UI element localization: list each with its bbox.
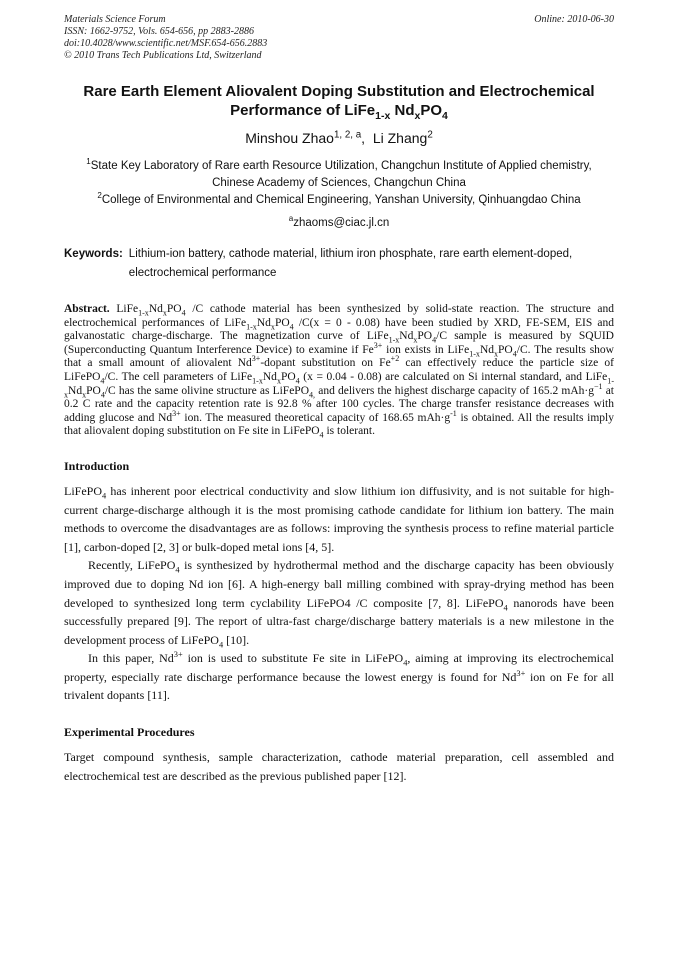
abstract-sup: 3+ bbox=[172, 408, 181, 418]
affiliation-1-cont: Chinese Academy of Sciences, Changchun China bbox=[212, 177, 466, 189]
intro-paragraph-2 bbox=[64, 556, 614, 649]
abstract-sub: 4 bbox=[289, 321, 294, 331]
affiliations bbox=[64, 158, 614, 209]
para-text: nanorods have been successfully prepared [9]. The report of ultra-fast charge/discharge battery materials is a new milestone in the development process of LiFePO bbox=[64, 595, 614, 647]
keywords bbox=[64, 245, 614, 283]
author-affil-marker: 1, 2, a bbox=[333, 129, 362, 141]
author-separator: , bbox=[361, 130, 373, 146]
abstract-text: PO bbox=[274, 316, 290, 329]
abstract-sup: -1 bbox=[450, 408, 457, 418]
abstract-sup: +2 bbox=[390, 354, 400, 364]
para-sub: 4 bbox=[403, 658, 408, 668]
para-sub: 4 bbox=[175, 565, 180, 575]
title-sub: 1-x bbox=[375, 110, 391, 122]
abstract-label: Abstract. bbox=[64, 303, 110, 315]
abstract-text: PO bbox=[498, 343, 513, 356]
abstract-text: Nd bbox=[256, 316, 271, 329]
abstract-sub: x bbox=[276, 376, 281, 386]
para-text: Recently, LiFePO bbox=[88, 558, 176, 573]
para-text: ion is used to substitute Fe site in LiFePO bbox=[182, 651, 404, 666]
abstract-text: Nd bbox=[148, 303, 163, 315]
abstract-sub: 1-x bbox=[252, 376, 263, 386]
keywords-label: Keywords: bbox=[64, 248, 123, 260]
abstract-sub: 4, bbox=[309, 389, 316, 399]
keywords-text: Lithium-ion battery, cathode material, lithium iron phosphate, rare earth element-doped, electrochemical performance bbox=[128, 248, 573, 279]
para-text: ion on Fe for all trivalent dopants [11]. bbox=[64, 669, 614, 703]
abstract-text: /C. The results show that a small amount of aliovalent Nd bbox=[64, 343, 614, 370]
author-list bbox=[64, 130, 614, 146]
section-heading-experimental: Experimental Procedures bbox=[64, 725, 195, 740]
abstract-sub: x bbox=[162, 308, 167, 318]
para-sub: 4 bbox=[503, 602, 508, 612]
affil-number: 1 bbox=[86, 157, 91, 167]
para-text: [10]. bbox=[223, 632, 250, 647]
abstract-text: (x = 0.04 - 0.08) are calculated on Si internal standard, and LiFe bbox=[299, 370, 608, 383]
abstract-text: ion. The measured theoretical capacity of 168.65 mAh·g bbox=[180, 411, 451, 424]
title-line-1: Rare Earth Element Aliovalent Doping Substitution and Electrochemical bbox=[83, 83, 595, 100]
para-text: has inherent poor electrical conductivity and slow lithium ion diffusivity, and is not suitable for high-current charge-discharge although it is the most promising cathode candidate for lithium ion battery. The main methods to overcome the disadvantages are as follows: improving the synthesis process to refine material particle [1], carbon-doped [2, 3] or bulk-doped metal ions [4, 5]. bbox=[64, 483, 614, 554]
title-text: Nd bbox=[390, 102, 415, 119]
abstract-text: Nd bbox=[479, 343, 494, 356]
author-name: Minshou Zhao bbox=[245, 130, 334, 146]
abstract-sub: x bbox=[494, 349, 499, 359]
abstract-text: PO bbox=[86, 384, 101, 397]
affil-text: College of Environmental and Chemical Engineering, Yanshan University, Qinhuangdao China bbox=[101, 194, 581, 206]
abstract-sub: x bbox=[270, 321, 275, 331]
abstract-text: /C sample is measured by SQUID (Superconducting Quantum Interference Device) to examine if Fe bbox=[64, 330, 614, 356]
abstract-text: /C(x = 0 - 0.08) have been studied by XRD, FE-SEM, EIS and galvanostatic charge-discharge. The magnetization curve of LiFe bbox=[64, 316, 614, 343]
section-heading-introduction: Introduction bbox=[64, 458, 130, 473]
abstract-sub: 4 bbox=[432, 335, 437, 345]
email-address: zhaoms@ciac.jl.cn bbox=[293, 217, 390, 229]
intro-paragraph-3 bbox=[64, 649, 614, 705]
online-date: Online: 2010-06-30 bbox=[534, 14, 614, 25]
abstract-text: is obtained. All the results imply that aliovalent doping substitution on Fe site in LiFePO bbox=[64, 411, 614, 438]
abstract-sub: 1-x bbox=[138, 308, 149, 318]
abstract-sub: 4 bbox=[100, 389, 105, 399]
abstract-text: /C. The cell parameters of LiFe bbox=[104, 370, 253, 383]
para-sub: 4 bbox=[102, 491, 107, 501]
abstract-text: ion exists in LiFe bbox=[382, 343, 470, 356]
abstract-sup: −1 bbox=[593, 381, 603, 391]
abstract-sub: x bbox=[82, 389, 87, 399]
abstract-text: can effectively reduce the particle size of LiFePO bbox=[64, 357, 614, 383]
title-text: Performance of LiFe bbox=[230, 102, 376, 119]
title-sub: 4 bbox=[442, 110, 448, 122]
title-text: PO bbox=[420, 102, 443, 119]
abstract-text: Nd bbox=[399, 330, 414, 343]
title-sub: x bbox=[414, 110, 421, 122]
abstract-sup: 3+ bbox=[251, 354, 261, 364]
email-marker: a bbox=[288, 214, 294, 224]
para-text: LiFePO bbox=[64, 483, 103, 498]
abstract-text: PO bbox=[417, 330, 433, 343]
abstract-text: LiFe bbox=[109, 303, 139, 315]
abstract-text: PO bbox=[166, 303, 182, 315]
title-line-2 bbox=[64, 101, 614, 120]
copyright-line: © 2010 Trans Tech Publications Ltd, Switzerland bbox=[64, 50, 262, 61]
abstract-sub: 1-x bbox=[246, 321, 257, 331]
para-sub: 4 bbox=[218, 640, 224, 650]
affil-number: 2 bbox=[97, 191, 102, 201]
para-sup: 3+ bbox=[173, 650, 183, 660]
abstract-sub: 4 bbox=[319, 430, 324, 440]
abstract-text: Nd bbox=[262, 370, 277, 383]
author-name: Li Zhang bbox=[372, 130, 428, 146]
issn-line: ISSN: 1662-9752, Vols. 654-656, pp 2883-2886 bbox=[64, 26, 254, 37]
abstract-text: /C cathode material has been synthesized by solid-state reaction. The structure and electrochemical performances of LiFe bbox=[64, 303, 614, 329]
journal-header bbox=[64, 14, 614, 62]
abstract-sub: x bbox=[413, 335, 418, 345]
para-text: , aiming at improving its electrochemical property, especially rate discharge performance because the lowest energy is found for Nd bbox=[64, 651, 615, 684]
abstract-sub: 1-x bbox=[64, 376, 614, 399]
paper-page bbox=[64, 14, 614, 785]
corresponding-email bbox=[64, 214, 614, 229]
abstract-text: and delivers the highest discharge capacity of 165.2 mAh·g bbox=[315, 384, 594, 397]
abstract-text: is tolerant. bbox=[323, 425, 375, 438]
affil-text: State Key Laboratory of Rare earth Resource Utilization, Changchun Institute of Applied chemistry, bbox=[90, 160, 592, 172]
abstract-text: /C has the same olivine structure as LiFePO bbox=[104, 384, 310, 397]
abstract-sub: 1-x bbox=[469, 349, 480, 359]
abstract-sup: 3+ bbox=[373, 340, 383, 350]
abstract-text: Nd bbox=[68, 384, 83, 397]
doi-line: doi:10.4028/www.scientific.net/MSF.654-656.2883 bbox=[64, 38, 268, 49]
journal-name: Materials Science Forum bbox=[64, 14, 166, 25]
abstract-sub: 1-x bbox=[388, 335, 400, 345]
affiliation-2 bbox=[64, 192, 614, 209]
paper-title bbox=[64, 82, 614, 120]
abstract-sub: 4 bbox=[100, 376, 105, 386]
abstract-sub: 4 bbox=[512, 349, 517, 359]
experimental-paragraph-1: Target compound synthesis, sample characterization, cathode material preparation, cell assembled and electrochemical test are described as the previous published paper [12]. bbox=[64, 750, 614, 783]
abstract-text: PO bbox=[280, 370, 296, 383]
author-affil-marker: 2 bbox=[427, 129, 433, 141]
abstract bbox=[64, 303, 614, 439]
para-text: In this paper, Nd bbox=[88, 651, 174, 666]
affiliation-1 bbox=[64, 158, 614, 175]
intro-paragraph-1 bbox=[64, 482, 614, 556]
abstract-sub: 4 bbox=[181, 308, 186, 318]
abstract-sub: 4 bbox=[295, 376, 300, 386]
abstract-text: -dopant substitution on Fe bbox=[260, 357, 391, 370]
para-text: is synthesized by hydrothermal method and the discharge capacity has been obviously improved due to doping Nd ion [6]. A high-energy ball milling combined with spray-drying method has been developed to synthesized long term cyclability LiFePO4 /C composite [7, 8]. LiFePO bbox=[64, 558, 615, 610]
abstract-text: at 0.2 C rate and the capacity retention rate is 92.8 % after 100 cycles. The charge transfer resistance decreases with adding glucose and Nd bbox=[64, 384, 614, 424]
para-sup: 3+ bbox=[516, 668, 526, 678]
